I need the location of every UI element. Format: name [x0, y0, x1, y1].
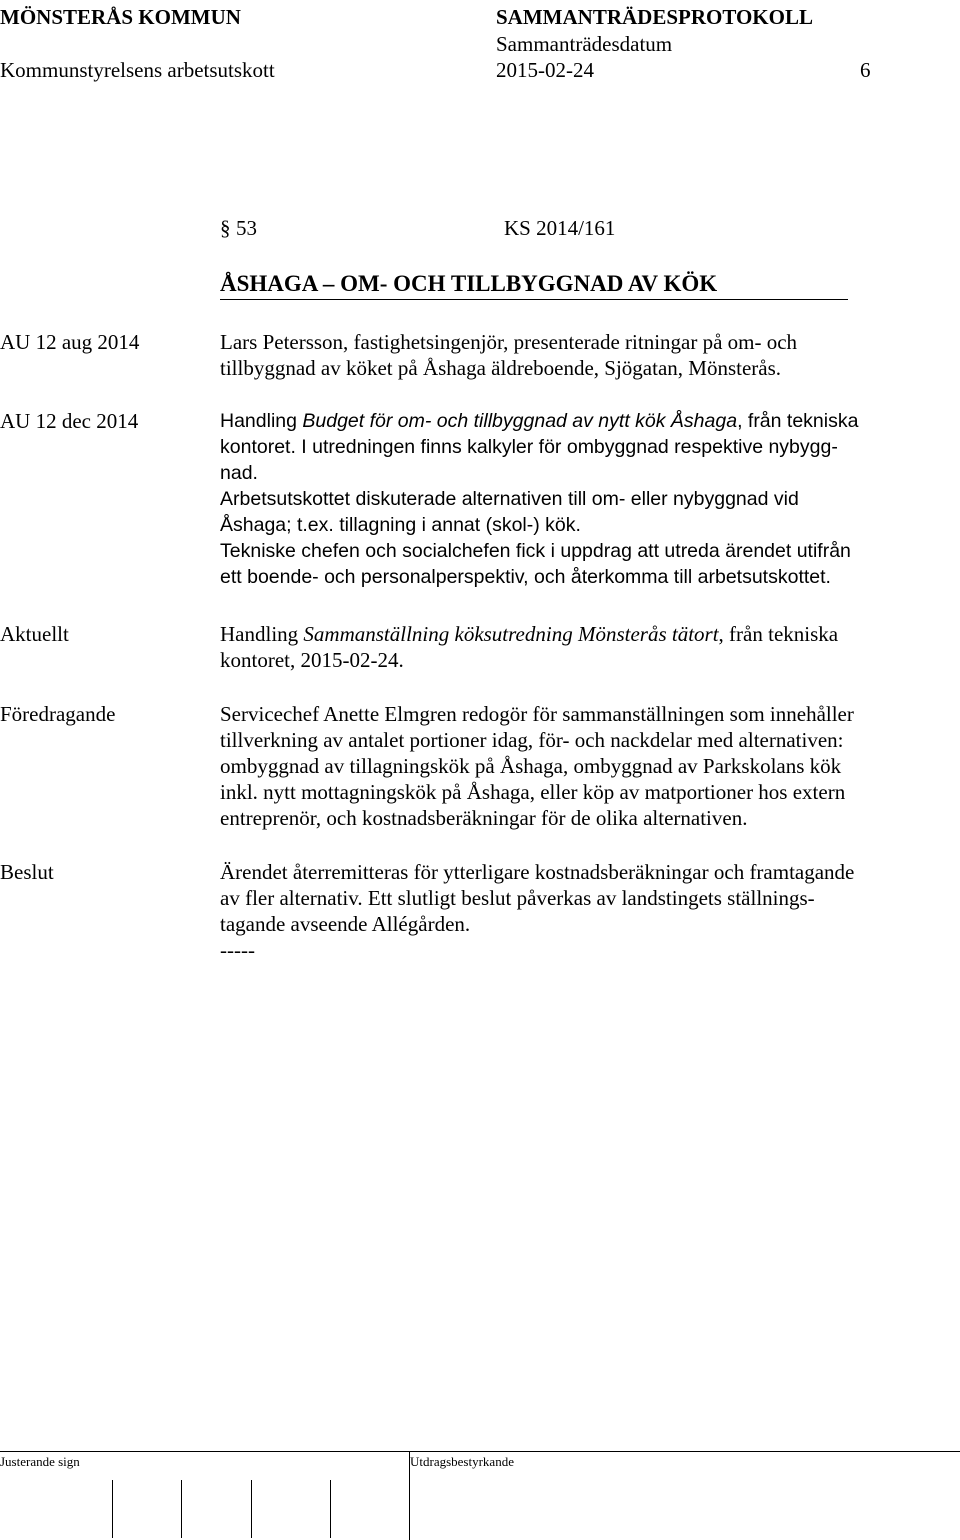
paragraph-presenter [220, 701, 920, 831]
footer-column-divider [409, 1451, 410, 1540]
paragraph-presentation [220, 329, 920, 381]
label-aktuellt: Aktuellt [0, 622, 69, 646]
text-line: ombyggnad av tillagningskök på Åshaga, ombyggnad av Parkskolans kök [220, 754, 842, 778]
document-reference: Budget för om- och tillbyggnad av nytt kök Åshaga [302, 410, 738, 432]
signature-box-divider [330, 1480, 331, 1538]
text-line: nad. [220, 462, 258, 484]
signature-box-divider [112, 1480, 113, 1538]
document-reference: Sammanställning köksutredning Mönsterås tätort [303, 622, 719, 646]
date-label: Sammanträdesdatum [496, 32, 673, 56]
text-line: kontoret, 2015-02-24. [220, 648, 404, 672]
footer-rule [0, 1451, 960, 1452]
document-type: SAMMANTRÄDESPROTOKOLL [496, 5, 813, 29]
text-line: av fler alternativ. Ett slutligt beslut påverkas av landstingets ställnings- [220, 886, 815, 910]
text-line: Tekniske chefen och socialchefen fick i uppdrag att utreda ärendet utifrån [220, 540, 851, 562]
section-symbol: § [220, 216, 231, 240]
footer-utdrag-label: Utdragsbestyrkande [410, 1454, 514, 1469]
signature-box-divider [181, 1480, 182, 1538]
text-fragment: , från tekniska [737, 410, 859, 432]
text-fragment: Handling [220, 622, 304, 646]
text-line [220, 621, 920, 647]
label-au-dec: AU 12 dec 2014 [0, 409, 139, 433]
text-line [220, 408, 920, 434]
paragraph-current-document [220, 621, 920, 673]
text-line: tillverkning av antalet portioner idag, för- och nackdelar med alternativen: [220, 728, 844, 752]
text-fragment: , från tekniska [718, 622, 839, 646]
text-line: Servicechef Anette Elmgren redogör för sammanställningen som innehåller [220, 702, 854, 726]
text-line: Arbetsutskottet diskuterade alternativen till om- eller nybyggnad vid [220, 488, 799, 510]
committee-name: Kommunstyrelsens arbetsutskott [0, 58, 275, 82]
text-line: Lars Petersson, fastighetsingenjör, presenterade ritningar på om- och [220, 330, 798, 354]
paragraph-decision [220, 859, 920, 963]
paragraph-budget-discussion [220, 408, 920, 590]
section-title: ÅSHAGA – OM- OCH TILLBYGGNAD AV KÖK [220, 271, 718, 296]
text-line: tillbyggnad av köket på Åshaga äldreboende, Sjögatan, Mönsterås. [220, 356, 782, 380]
org-name: MÖNSTERÅS KOMMUN [0, 5, 241, 29]
signature-box-divider [251, 1480, 252, 1538]
text-line: kontoret. I utredningen finns kalkyler för ombyggnad respektive nybygg- [220, 436, 838, 458]
page-number: 6 [860, 58, 871, 82]
title-underline [220, 299, 848, 300]
text-line: inkl. nytt mottagningskök på Åshaga, eller köp av matportioner hos extern [220, 780, 846, 804]
meeting-date: 2015-02-24 [496, 58, 594, 82]
label-au-aug: AU 12 aug 2014 [0, 330, 140, 354]
text-line: Åshaga; t.ex. tillagning i annat (skol-) kök. [220, 514, 581, 536]
section-number: 53 [236, 216, 257, 240]
text-line: Ärendet återremitteras för ytterligare kostnadsberäkningar och framtagande [220, 860, 855, 884]
text-line: tagande avseende Allégården. [220, 912, 471, 936]
text-line: ett boende- och personalperspektiv, och återkomma till arbetsutskottet. [220, 566, 831, 588]
footer-justerande-label: Justerande sign [0, 1454, 80, 1469]
label-foredragande: Föredragande [0, 702, 116, 726]
end-mark: ----- [220, 938, 255, 962]
case-reference: KS 2014/161 [504, 216, 616, 240]
label-beslut: Beslut [0, 860, 54, 884]
text-fragment: Handling [220, 410, 303, 432]
text-line: entreprenör, och kostnadsberäkningar för de olika alternativen. [220, 806, 748, 830]
